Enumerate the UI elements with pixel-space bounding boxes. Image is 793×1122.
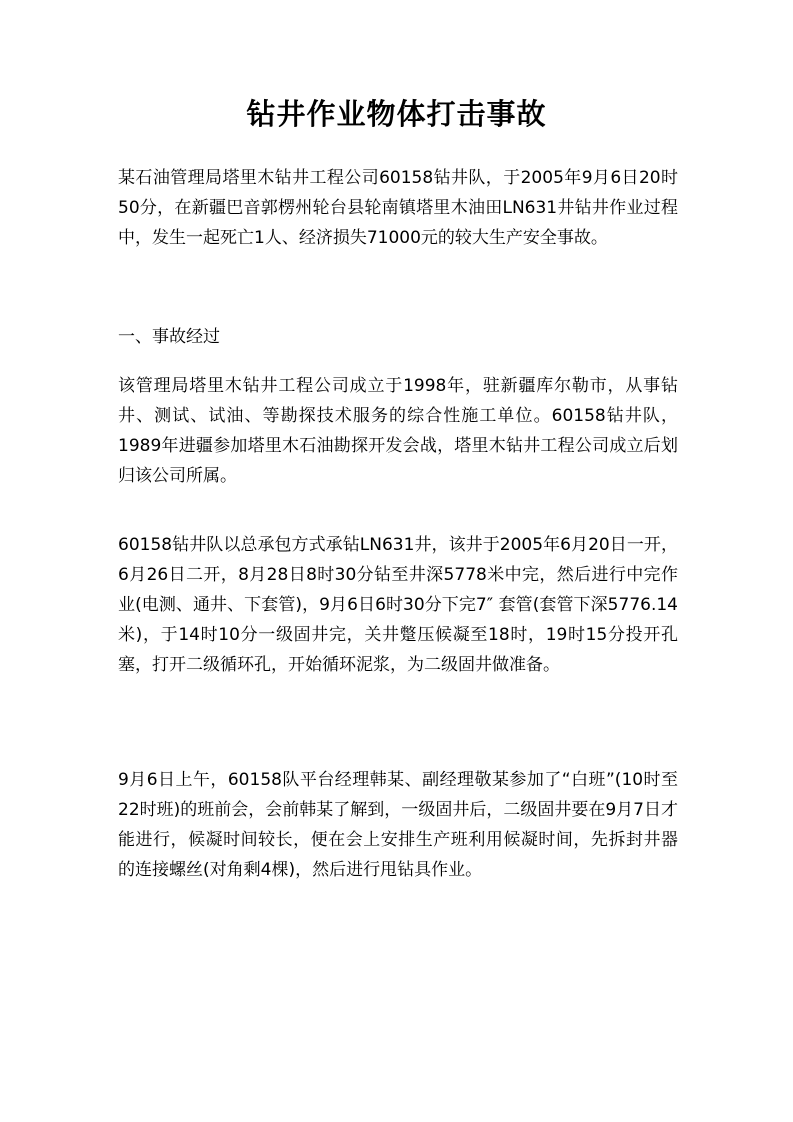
document-title: 钻井作业物体打击事故	[246, 97, 547, 131]
paragraph-shift-meeting	[118, 765, 678, 885]
paragraph-text: 某石油管理局塔里木钻井工程公司60158钻井队，于2005年9月6日20时50分，在新疆巴音郭楞州轮台县轮南镇塔里木油田LN631井钻井作业过程中，发生一起死亡1人、经济损失71000元的较大生产安全事故。	[118, 168, 678, 248]
paragraph-text: 60158钻井队以总承包方式承钻LN631井，该井于2005年6月20日一开，6月26日二开，8月28日8时30分钻至井深5778米中完，然后进行中完作业(电测、通井、下套管)，9月6日6时30分下完7″ 套管(套管下深5776.14米)，于14时10分一级固井完，关井蹩压候凝至18时，19时15分投开孔塞，打开二级循环孔，开始循环泥浆，为二级固井做准备。	[118, 535, 678, 675]
section-heading-text: 一、事故经过	[118, 327, 220, 347]
paragraph-company-background	[118, 371, 678, 491]
paragraph-accident-summary	[118, 163, 678, 253]
paragraph-text: 该管理局塔里木钻井工程公司成立于1998年，驻新疆库尔勒市，从事钻井、测试、试油、等勘探技术服务的综合性施工单位。60158钻井队，1989年进疆参加塔里木石油勘探开发会战，塔里木钻井工程公司成立后划归该公司所属。	[118, 376, 678, 486]
paragraph-well-operations	[118, 530, 678, 680]
paragraph-text: 9月6日上午，60158队平台经理韩某、副经理敬某参加了“白班”(10时至22时班)的班前会，会前韩某了解到，一级固井后，二级固井要在9月7日才能进行，候凝时间较长，便在会上安排生产班利用候凝时间，先拆封井器的连接螺丝(对角剩4棵)，然后进行甩钻具作业。	[118, 770, 678, 880]
section-heading-accident-process	[118, 322, 678, 352]
